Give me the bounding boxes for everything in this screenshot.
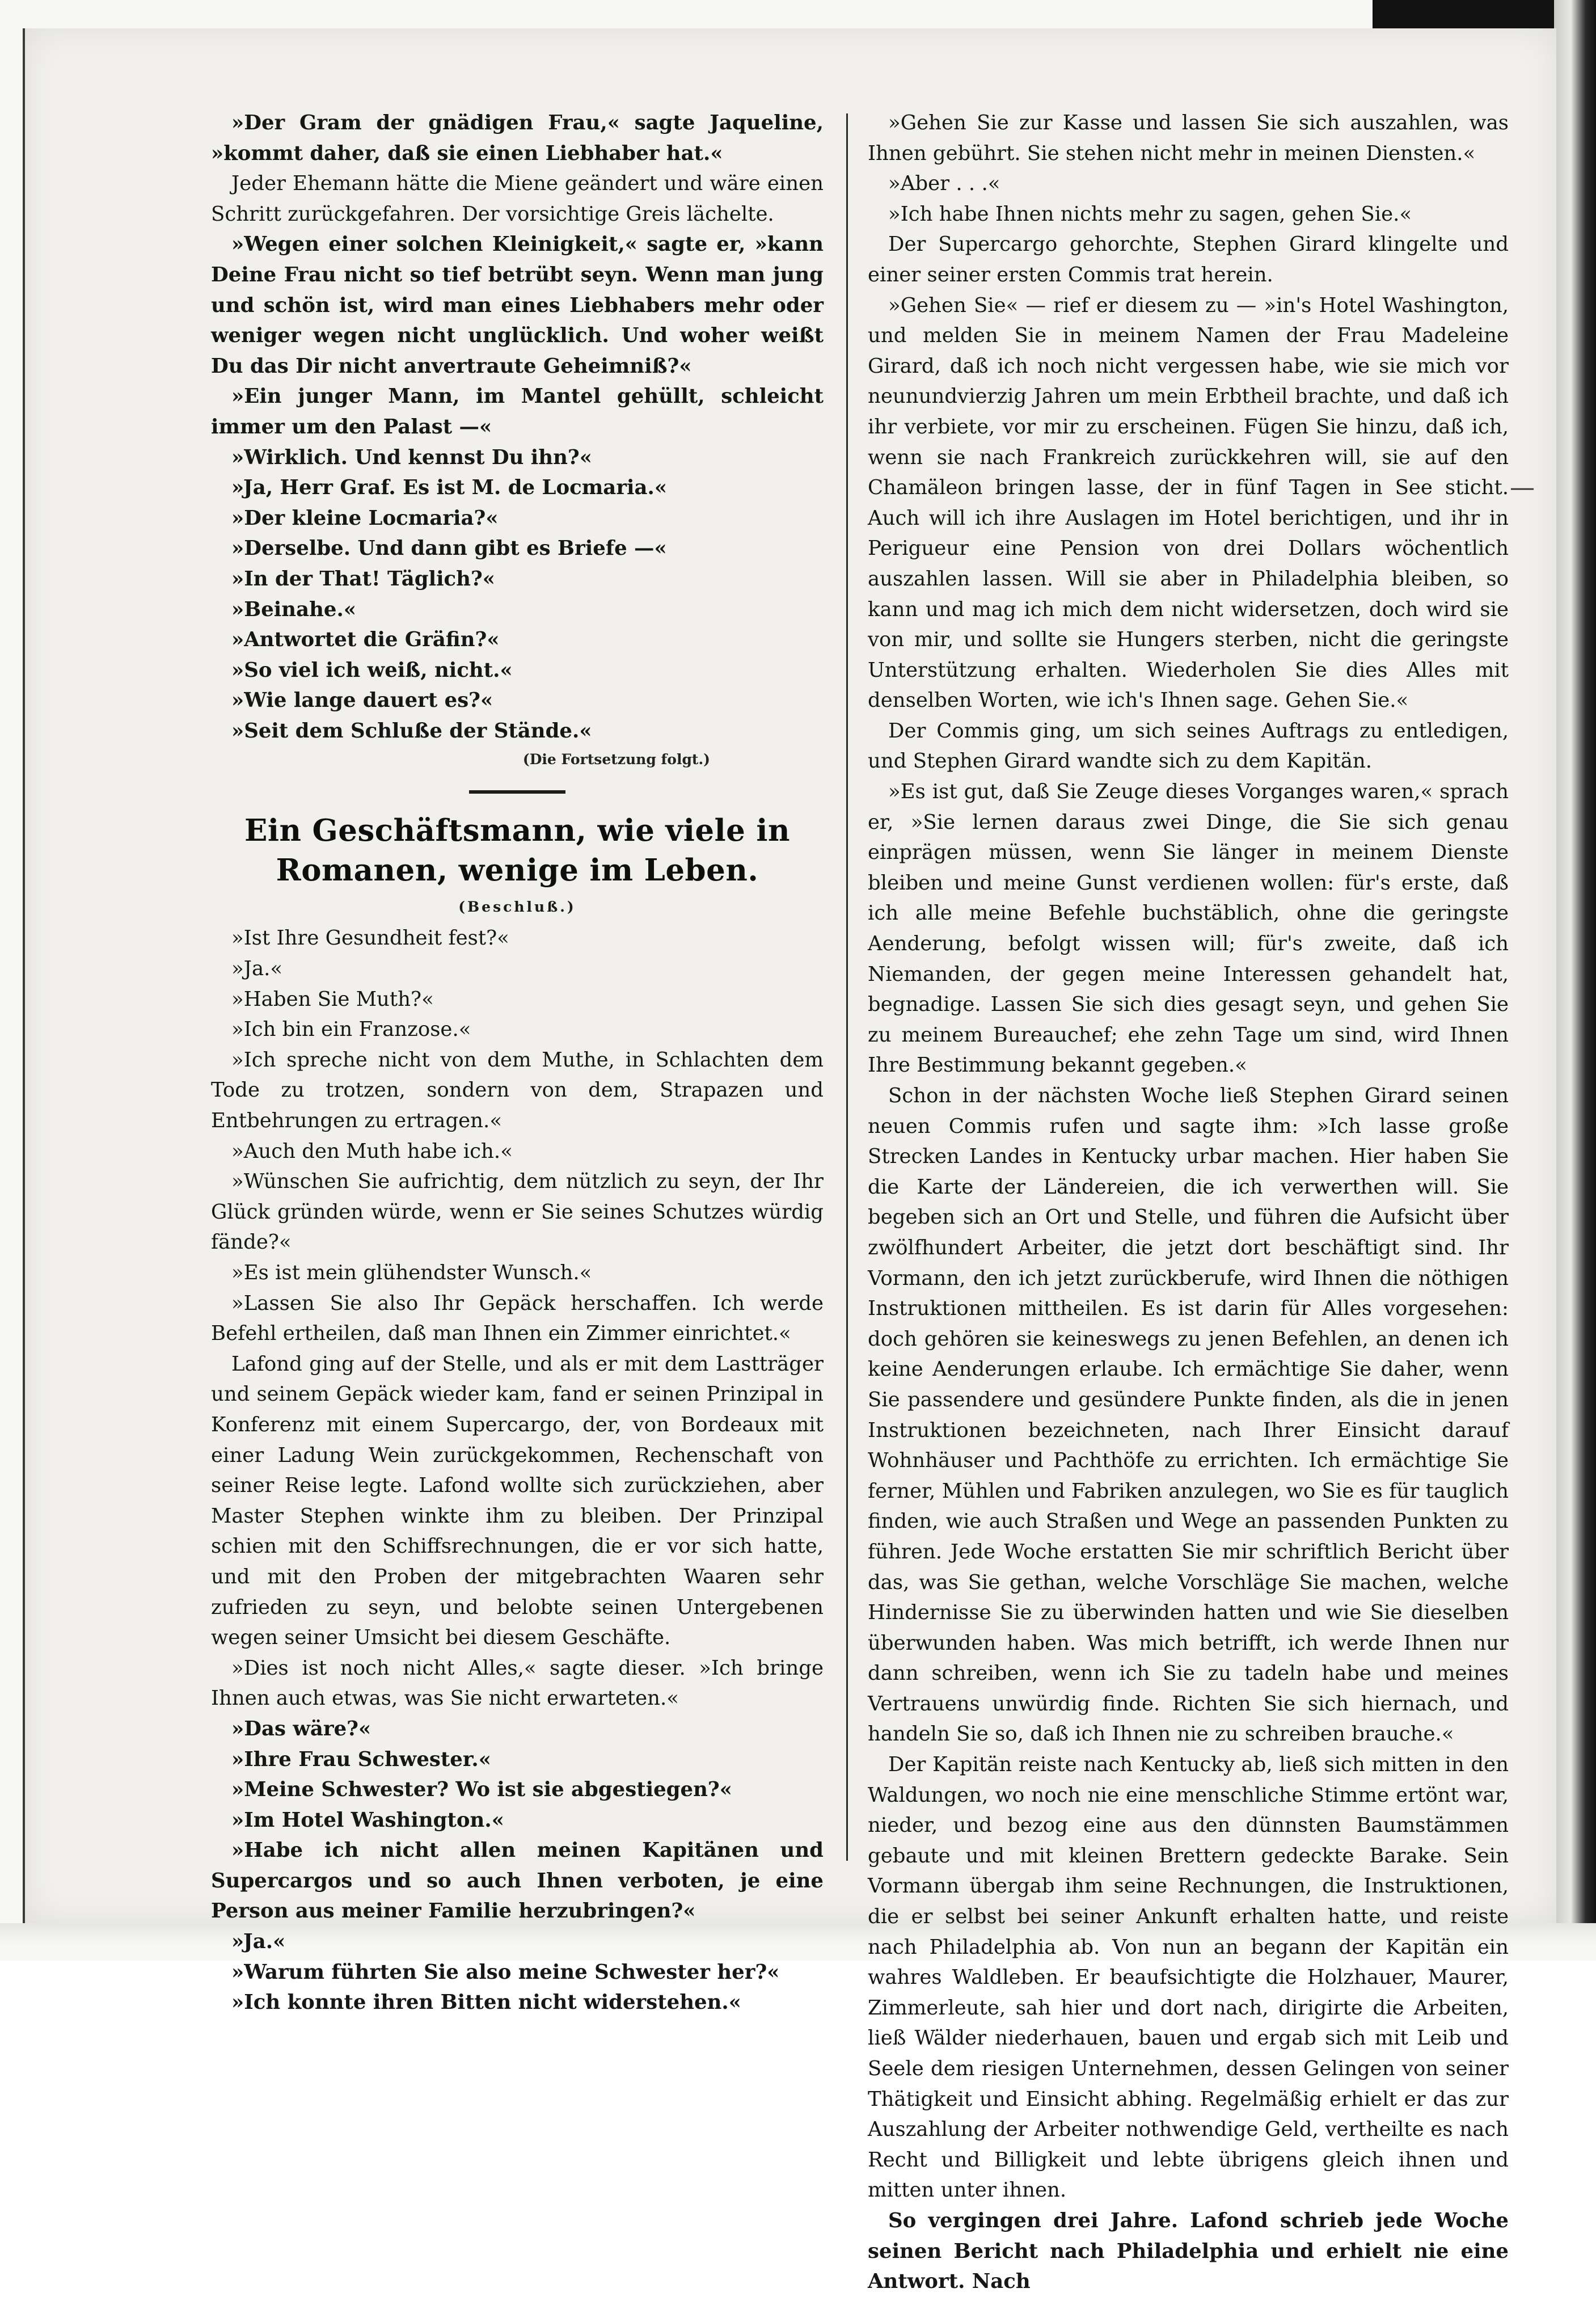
- dialogue-paragraph: »Auch den Muth habe ich.«: [231, 1139, 513, 1163]
- dialogue-paragraph: »Wünschen Sie aufrichtig, dem nützlich zu seyn, der Ihr Glück gründen würde, wenn er Sie seines Schutzes würdig fände?«: [211, 1170, 824, 1254]
- dialogue-paragraph: »In der That! Täglich?«: [231, 567, 495, 591]
- dialogue-paragraph: »Lassen Sie also Ihr Gepäck herschaffen. Ich werde Befehl ertheilen, daß man Ihnen ein Zimmer einrichtet.«: [211, 1291, 824, 1346]
- dialogue-paragraph: »Ja.«: [231, 957, 283, 981]
- margin-mark: —: [1510, 473, 1535, 502]
- dialogue-paragraph: »Wegen einer solchen Kleinigkeit,« sagte er, »kann Deine Frau nicht so tief betrübt seyn. Wenn man jung und schön ist, wird man eines Liebhabers mehr oder weniger wegen nicht unglücklich. Und woher weißt Du das Dir nicht anvertraute Geheimniß?«: [211, 233, 824, 378]
- dialogue-paragraph: »Antwortet die Gräfin?«: [231, 628, 500, 652]
- narrative-paragraph: Der Supercargo gehorchte, Stephen Girard klingelte und einer seiner ersten Commis trat herein.: [868, 233, 1509, 286]
- dialogue-paragraph: »Der Gram der gnädigen Frau,« sagte Jaqueline, »kommt daher, daß sie einen Liebhaber hat.«: [211, 111, 824, 165]
- dialogue-paragraph: »Im Hotel Washington.«: [231, 1808, 504, 1832]
- dialogue-paragraph: »Derselbe. Und dann gibt es Briefe —«: [231, 537, 667, 560]
- dialogue-paragraph: »Wirklich. Und kennst Du ihn?«: [231, 445, 592, 469]
- narrative-paragraph: Schon in der nächsten Woche ließ Stephen Girard seinen neuen Commis rufen und sagte ihm: »Ich lasse große Strecken Landes in Kentucky urbar machen. Hier haben Sie die Karte der Ländereien, die ich verwerthen will. Sie begeben sich an Ort und Stelle, und führen die Aufsicht über zwölfhundert Arbeiter, die jetzt dort beschäftigt sind. Ihr Vormann, den ich jetzt zurückberufe, wird Ihnen die nöthigen Instruktionen mittheilen. Es ist darin für Alles vorgesehen: doch gehören sie keineswegs zu jenen Befehlen, an denen ich keine Aenderungen erlaube. Ich ermächtige Sie daher, wenn Sie passendere und gesündere Punkte finden, als die in jenen Instruktionen bezeichneten, nach Ihrer Einsicht darauf Wohnhäuser und Pachthöfe zu errichten. Ich ermächtige Sie ferner, Mühlen und Fabriken anzulegen, wo Sie es für tauglich finden, wie auch Straßen und Wege an passenden Punkten zu führen. Jede Woche erstatten Sie mir schriftlich Bericht über das, was Sie gethan, welche Vorschläge Sie machen, welche Hindernisse Sie zu überwinden hatten und wie Sie dieselben überwunden haben. Was mich betrifft, ich werde Ihnen nur dann schreiben, wenn ich Sie zu tadeln habe und meines Vertrauens unwürdig finde. Richten Sie sich hiernach, und handeln Sie so, daß ich Ihnen nie zu schreiben brauche.«: [868, 1084, 1509, 1746]
- dialogue-paragraph: »So viel ich weiß, nicht.«: [231, 658, 513, 682]
- dialogue-paragraph: »Aber . . .«: [888, 172, 1000, 196]
- dialogue-paragraph: »Meine Schwester? Wo ist sie abgestiegen?«: [231, 1778, 732, 1802]
- continuation-note: (Die Fortsetzung folgt.): [522, 751, 710, 768]
- article-subtitle: (Beschluß.): [458, 899, 576, 916]
- dialogue-paragraph: »Dies ist noch nicht Alles,« sagte dieser. »Ich bringe Ihnen auch etwas, was Sie nicht erwarteten.«: [211, 1656, 824, 1710]
- article-title: Ein Geschäftsmann, wie viele in Romanen, wenige im Leben.: [244, 813, 791, 888]
- narrative-paragraph: Der Kapitän reiste nach Kentucky ab, ließ sich mitten in den Waldungen, wo noch nie eine menschliche Stimme ertönt war, nieder, und bezog eine aus den dünnsten Baumstämmen gebaute und mit kleinen Brettern gedeckte Barake. Sein Vormann übergab ihm seine Rechnungen, die Instruktionen, die er selbst bei seiner Ankunft erhalten hatte, und reiste nach Philadelphia ab. Von nun an begann der Kapitän ein wahres Waldleben. Er beaufsichtigte die Holzhauer, Maurer, Zimmerleute, sah hier und dort nach, dirigirte die Arbeiten, ließ Wälder niederhauen, bauen und ergab sich mit Leib und Seele dem riesigen Unternehmen, dessen Gelingen von seiner Thätigkeit und Einsicht abhing. Regelmäßig erhielt er das zur Auszahlung der Arbeiter nothwendige Geld, vertheilte es nach Recht und Billigkeit und lebte übrigens gleich ihnen und mitten unter ihnen.: [868, 1753, 1509, 2202]
- dialogue-paragraph: »Beinahe.«: [231, 597, 357, 621]
- dialogue-paragraph: »Es ist mein glühendster Wunsch.«: [231, 1261, 592, 1284]
- narrative-paragraph: So vergingen drei Jahre. Lafond schrieb jede Woche seinen Bericht nach Philadelphia und erhielt nie eine Antwort. Nach: [868, 2209, 1509, 2294]
- dialogue-paragraph: »Habe ich nicht allen meinen Kapitänen und Supercargos und so auch Ihnen verboten, je eine Person aus meiner Familie herzubringen?«: [211, 1839, 824, 1923]
- dialogue-paragraph: »Gehen Sie« — rief er diesem zu — »in's Hotel Washington, und melden Sie in meinem Namen der Frau Madeleine Girard, daß ich noch nicht vergessen habe, wie sie mich vor neunundvierzig Jahren um mein Erbtheil brachte, und daß ich ihr verbiete, vor mir zu erscheinen. Fügen Sie hinzu, daß ich, wenn sie nach Frankreich zurückkehren will, sie auf den Chamäleon bringen lasse, der in fünf Tagen in See sticht. Auch will ich ihre Auslagen im Hotel berichtigen, und ihr in Perigueur eine Pension von drei Dollars wöchentlich auszahlen lassen. Will sie aber in Philadelphia bleiben, so kann und mag ich mich dem nicht widersetzen, doch wird sie von mir, und sollte sie Hungers sterben, nicht die geringste Unterstützung erhalten. Wiederholen Sie dies Alles mit denselben Worten, wie ich's Ihnen sage. Gehen Sie.«: [868, 293, 1509, 713]
- column-divider: [846, 113, 848, 1861]
- dialogue-paragraph: »Der kleine Locmaria?«: [231, 506, 499, 530]
- narrative-paragraph: Lafond ging auf der Stelle, und als er mit dem Lastträger und seinem Gepäck wieder kam, fand er seinen Prinzipal in Konferenz mit einem Supercargo, der, von Bordeaux mit einer Ladung Wein zurückgekommen, Rechenschaft von seiner Reise legte. Lafond wollte sich zurückziehen, aber Master Stephen winkte ihm zu bleiben. Der Prinzipal schien mit den Schiffsrechnungen, die er vor sich hatte, und mit den Proben der mitgebrachten Waaren sehr zufrieden zu seyn, und belobte seinen Untergebenen wegen seiner Umsicht bei diesem Geschäfte.: [211, 1352, 824, 1650]
- dialogue-paragraph: »Ich bin ein Franzose.«: [231, 1018, 471, 1042]
- narrative-paragraph: Jeder Ehemann hätte die Miene geändert und wäre einen Schritt zurückgefahren. Der vorsichtige Greis lächelte.: [211, 172, 824, 226]
- dialogue-paragraph: »Ist Ihre Gesundheit fest?«: [231, 926, 509, 950]
- dialogue-paragraph: »Wie lange dauert es?«: [231, 689, 493, 713]
- dialogue-paragraph: »Haben Sie Muth?«: [231, 987, 434, 1011]
- dialogue-paragraph: »Warum führten Sie also meine Schwester her?«: [231, 1960, 780, 1984]
- dialogue-paragraph: »Ich spreche nicht von dem Muthe, in Schlachten dem Tode zu trotzen, sondern von dem, Strapazen und Entbehrungen zu ertragen.«: [211, 1048, 824, 1133]
- dialogue-paragraph: »Das wäre?«: [231, 1717, 371, 1740]
- left-column: [211, 108, 824, 2018]
- right-column: [868, 108, 1509, 2297]
- section-separator: [469, 790, 565, 794]
- dialogue-paragraph: »Es ist gut, daß Sie Zeuge dieses Vorganges waren,« sprach er, »Sie lernen daraus zwei Dinge, die Sie sich genau einprägen müssen, wenn Sie länger in meinem Dienste bleiben und meine Gunst verdienen wollen: für's erste, daß ich alle meine Befehle buchstäblich, ohne die geringste Aenderung, befolgt wissen will; für's zweite, daß ich Niemanden, der gegen meine Interessen gehandelt hat, begnadige. Lassen Sie sich dies gesagt seyn, und gehen Sie zu meinem Bureauchef; ehe zehn Tage um sind, wird Ihnen Ihre Bestimmung bekannt gegeben.«: [868, 780, 1509, 1077]
- dialogue-paragraph: »Ja.«: [231, 1930, 286, 1954]
- dialogue-paragraph: »Ihre Frau Schwester.«: [231, 1747, 491, 1771]
- dialogue-paragraph: »Gehen Sie zur Kasse und lassen Sie sich auszahlen, was Ihnen gebührt. Sie stehen nicht mehr in meinen Diensten.«: [868, 111, 1509, 165]
- dialogue-paragraph: »Seit dem Schluße der Stände.«: [231, 719, 592, 743]
- dialogue-paragraph: »Ja, Herr Graf. Es ist M. de Locmaria.«: [231, 476, 668, 500]
- narrative-paragraph: Der Commis ging, um sich seines Auftrags zu entledigen, und Stephen Girard wandte sich zu dem Kapitän.: [868, 719, 1509, 773]
- scan-border-right: [1554, 0, 1596, 1961]
- dialogue-paragraph: »Ein junger Mann, im Mantel gehüllt, schleicht immer um den Palast —«: [211, 385, 824, 439]
- dialogue-paragraph: »Ich habe Ihnen nichts mehr zu sagen, gehen Sie.«: [888, 202, 1412, 226]
- dialogue-paragraph: »Ich konnte ihren Bitten nicht widerstehen.«: [231, 1991, 741, 2014]
